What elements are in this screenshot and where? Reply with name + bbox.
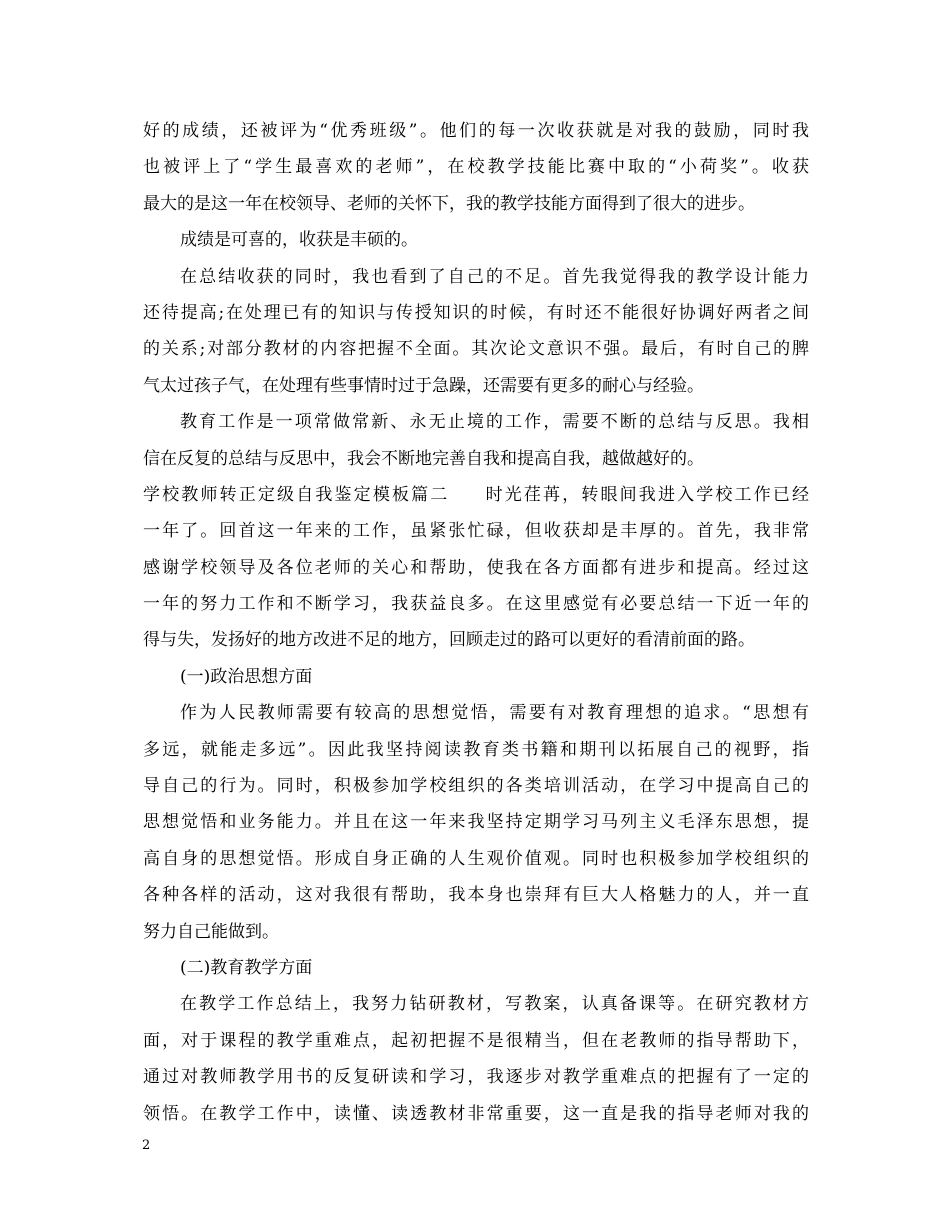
text-line: 一年了。回首这一年来的工作，虽紧张忙碌，但收获却是丰厚的。首先，我非常 <box>143 521 809 542</box>
text-line: 导自己的行为。同时，积极参加学校组织的各类培训活动，在学习中提高自己的 <box>143 776 809 797</box>
text-line: 在教学工作总结上，我努力钻研教材，写教案，认真备课等。在研究教材方 <box>180 994 809 1015</box>
text-line: 教育工作是一项常做常新、永无止境的工作，需要不断的总结与反思。我相 <box>180 412 809 433</box>
section-intro-text: 时光荏苒，转眼间我进入学校工作已经 <box>483 484 810 505</box>
text-line: 思想觉悟和业务能力。并且在这一年来我坚持定期学习马列主义毛泽东思想，提 <box>143 812 809 833</box>
text-line: 还待提高;在处理已有的知识与传授知识的时候，有时还不能很好协调好两者之间 <box>143 302 809 323</box>
text-line: 信在反复的总结与反思中，我会不断地完善自我和提高自我，越做越好的。 <box>143 448 704 469</box>
section-heading-line <box>143 477 809 513</box>
text-line: 作为人民教师需要有较高的思想觉悟，需要有对教育理想的追求。“思想有 <box>180 703 809 724</box>
subheading: (一)政治思想方面 <box>180 666 313 687</box>
text-line: 领悟。在教学工作中，读懂、读透教材非常重要，这一直是我的指导老师对我的 <box>143 1103 809 1124</box>
page-number: 2 <box>142 1138 151 1153</box>
text-line: 各种各样的活动，这对我很有帮助，我本身也崇拜有巨大人格魅力的人，并一直 <box>143 885 809 906</box>
text-line: 在总结收获的同时，我也看到了自己的不足。首先我觉得我的教学设计能力 <box>180 266 809 287</box>
subheading: (二)教育教学方面 <box>180 957 313 978</box>
text-line: 努力自己能做到。 <box>143 921 279 942</box>
text-line: 好的成绩，还被评为“优秀班级”。他们的每一次收获就是对我的鼓励，同时我 <box>143 121 809 141</box>
text-line: 感谢学校领导及各位老师的关心和帮助，使我在各方面都有进步和提高。经过这 <box>143 557 809 578</box>
text-line: 高自身的思想觉悟。形成自身正确的人生观价值观。同时也积极参加学校组织的 <box>143 848 809 869</box>
document-body <box>143 113 809 1132</box>
section-title: 学校教师转正定级自我鉴定模板篇二 <box>143 484 450 505</box>
text-line: 多远，就能走多远”。因此我坚持阅读教育类书籍和期刊以拓展自己的视野，指 <box>143 739 809 760</box>
text-line: 通过对教师教学用书的反复研读和学习，我逐步对教学重难点的把握有了一定的 <box>143 1067 809 1088</box>
text-line: 的关系;对部分教材的内容把握不全面。其次论文意识不强。最后，有时自己的脾 <box>143 339 809 360</box>
text-line: 得与失，发扬好的地方改进不足的地方，回顾走过的路可以更好的看清前面的路。 <box>143 630 755 651</box>
text-line: 一年的努力工作和不断学习，我获益良多。在这里感觉有必要总结一下近一年的 <box>143 594 809 615</box>
text-line: 气太过孩子气，在处理有些事情时过于急躁，还需要有更多的耐心与经验。 <box>143 375 704 396</box>
text-line: 也被评上了“学生最喜欢的老师”，在校教学技能比赛中取的“小荷奖”。收获 <box>143 157 809 178</box>
text-line: 面，对于课程的教学重难点，起初把握不是很精当，但在老教师的指导帮助下， <box>143 1030 809 1051</box>
text-line: 最大的是这一年在校领导、老师的关怀下，我的教学技能方面得到了很大的进步。 <box>143 193 755 214</box>
text-line: 成绩是可喜的，收获是丰硕的。 <box>180 230 418 251</box>
